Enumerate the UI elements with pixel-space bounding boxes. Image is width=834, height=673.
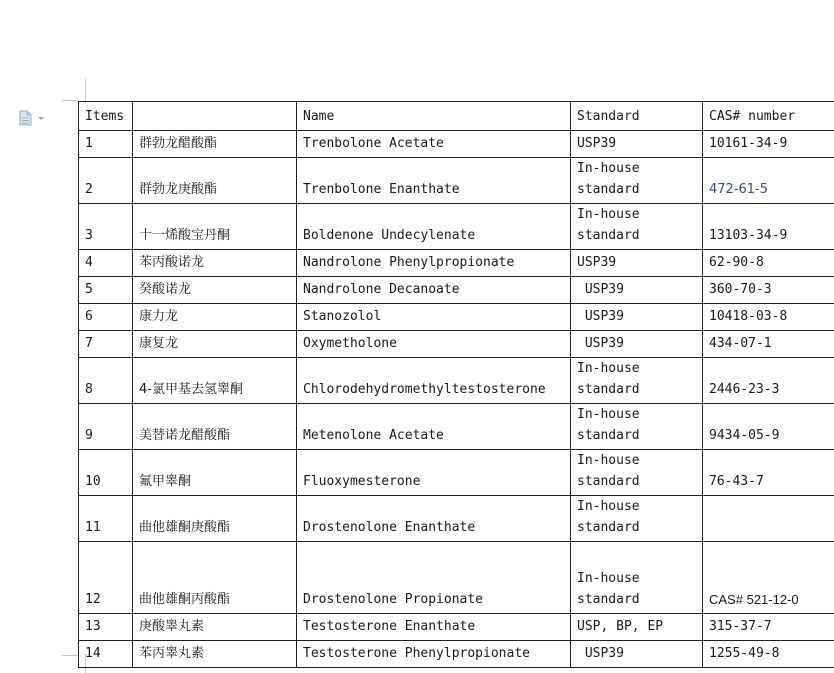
cell-cas-number: 360-70-3 <box>703 277 834 304</box>
compound-table <box>78 101 834 668</box>
cell-chinese-name: 康复龙 <box>133 331 297 358</box>
table-row <box>79 131 834 158</box>
cell-item-number: 5 <box>79 277 133 304</box>
cell-chinese-name: 曲他雄酮丙酸酯 <box>133 542 297 614</box>
cell-standard: In-house standard <box>571 450 703 496</box>
cell-compound-name: Oxymetholone <box>297 331 571 358</box>
cell-compound-name: Drostenolone Enanthate <box>297 496 571 542</box>
document-icon <box>18 110 48 126</box>
cell-standard: USP39 <box>571 277 703 304</box>
cell-chinese-name: 康力龙 <box>133 304 297 331</box>
cell-item-number: 7 <box>79 331 133 358</box>
table-row <box>79 542 834 614</box>
cell-chinese-name: 美替诺龙醋酸酯 <box>133 404 297 450</box>
cell-cas-number: 10418-03-8 <box>703 304 834 331</box>
table-row <box>79 450 834 496</box>
document-options-button[interactable] <box>18 110 48 126</box>
cell-cas-number: 76-43-7 <box>703 450 834 496</box>
table-row <box>79 204 834 250</box>
cell-compound-name: Trenbolone Acetate <box>297 131 571 158</box>
cell-cas-number: 434-07-1 <box>703 331 834 358</box>
table-row <box>79 641 834 668</box>
cell-standard: USP39 <box>571 304 703 331</box>
cell-chinese-name: 群勃龙庚酸酯 <box>133 158 297 204</box>
cell-standard: In-house standard <box>571 404 703 450</box>
cell-compound-name: Testosterone Enanthate <box>297 614 571 641</box>
cell-cas-number: 1255-49-8 <box>703 641 834 668</box>
table-row <box>79 158 834 204</box>
cell-cas-number: 315-37-7 <box>703 614 834 641</box>
cell-item-number: 8 <box>79 358 133 404</box>
table-row <box>79 304 834 331</box>
cell-standard: In-house standard <box>571 542 703 614</box>
cell-cas-number: 62-90-8 <box>703 250 834 277</box>
cell-chinese-name: 曲他雄酮庚酸酯 <box>133 496 297 542</box>
table-row <box>79 277 834 304</box>
cell-cas-number: CAS# 521-12-0 <box>703 542 834 614</box>
table-row <box>79 331 834 358</box>
cell-chinese-name: 群勃龙醋酸酯 <box>133 131 297 158</box>
table-header-row <box>79 102 834 131</box>
cell-compound-name: Nandrolone Phenylpropionate <box>297 250 571 277</box>
header-standard: Standard <box>571 102 703 131</box>
crop-mark-top-vertical <box>85 79 86 101</box>
cell-standard: In-house standard <box>571 496 703 542</box>
cell-item-number: 2 <box>79 158 133 204</box>
cell-cas-number: 10161-34-9 <box>703 131 834 158</box>
header-name: Name <box>297 102 571 131</box>
cell-standard: USP39 <box>571 131 703 158</box>
cell-chinese-name: 4-氯甲基去氢睾酮 <box>133 358 297 404</box>
cell-item-number: 4 <box>79 250 133 277</box>
cell-compound-name: Drostenolone Propionate <box>297 542 571 614</box>
cell-cas-number <box>703 496 834 542</box>
cell-cas-number: 2446-23-3 <box>703 358 834 404</box>
table-row <box>79 250 834 277</box>
cell-compound-name: Boldenone Undecylenate <box>297 204 571 250</box>
cell-compound-name: Trenbolone Enanthate <box>297 158 571 204</box>
cell-chinese-name: 癸酸诺龙 <box>133 277 297 304</box>
cell-item-number: 12 <box>79 542 133 614</box>
cell-item-number: 11 <box>79 496 133 542</box>
cell-compound-name: Metenolone Acetate <box>297 404 571 450</box>
cell-standard: USP39 <box>571 641 703 668</box>
cell-item-number: 13 <box>79 614 133 641</box>
cell-cas-number: 472-61-5 <box>703 158 834 204</box>
table-row <box>79 614 834 641</box>
cell-chinese-name: 苯丙酸诺龙 <box>133 250 297 277</box>
header-chinese-name <box>133 102 297 131</box>
cell-chinese-name: 庚酸睾丸素 <box>133 614 297 641</box>
cell-chinese-name: 氟甲睾酮 <box>133 450 297 496</box>
cell-chinese-name: 十一烯酸宝丹酮 <box>133 204 297 250</box>
header-cas-number: CAS# number <box>703 102 834 131</box>
cell-item-number: 10 <box>79 450 133 496</box>
table-row <box>79 358 834 404</box>
cell-standard: In-house standard <box>571 358 703 404</box>
cell-compound-name: Nandrolone Decanoate <box>297 277 571 304</box>
cell-standard: USP39 <box>571 250 703 277</box>
cell-item-number: 9 <box>79 404 133 450</box>
cell-compound-name: Fluoxymesterone <box>297 450 571 496</box>
table-row <box>79 496 834 542</box>
cell-chinese-name: 苯丙睾丸素 <box>133 641 297 668</box>
crop-mark-top-horizontal <box>62 100 78 101</box>
cell-item-number: 14 <box>79 641 133 668</box>
chevron-down-icon <box>38 117 44 120</box>
cell-cas-number: 9434-05-9 <box>703 404 834 450</box>
table-row <box>79 404 834 450</box>
cell-item-number: 1 <box>79 131 133 158</box>
cell-standard: USP39 <box>571 331 703 358</box>
cell-compound-name: Chlorodehydromethyltestosterone <box>297 358 571 404</box>
cell-cas-number: 13103-34-9 <box>703 204 834 250</box>
cell-item-number: 6 <box>79 304 133 331</box>
crop-mark-bottom-horizontal <box>62 655 78 656</box>
cell-compound-name: Stanozolol <box>297 304 571 331</box>
cell-compound-name: Testosterone Phenylpropionate <box>297 641 571 668</box>
cell-standard: In-house standard <box>571 158 703 204</box>
cell-standard: In-house standard <box>571 204 703 250</box>
header-items: Items <box>79 102 133 131</box>
cell-item-number: 3 <box>79 204 133 250</box>
cell-standard: USP, BP, EP <box>571 614 703 641</box>
